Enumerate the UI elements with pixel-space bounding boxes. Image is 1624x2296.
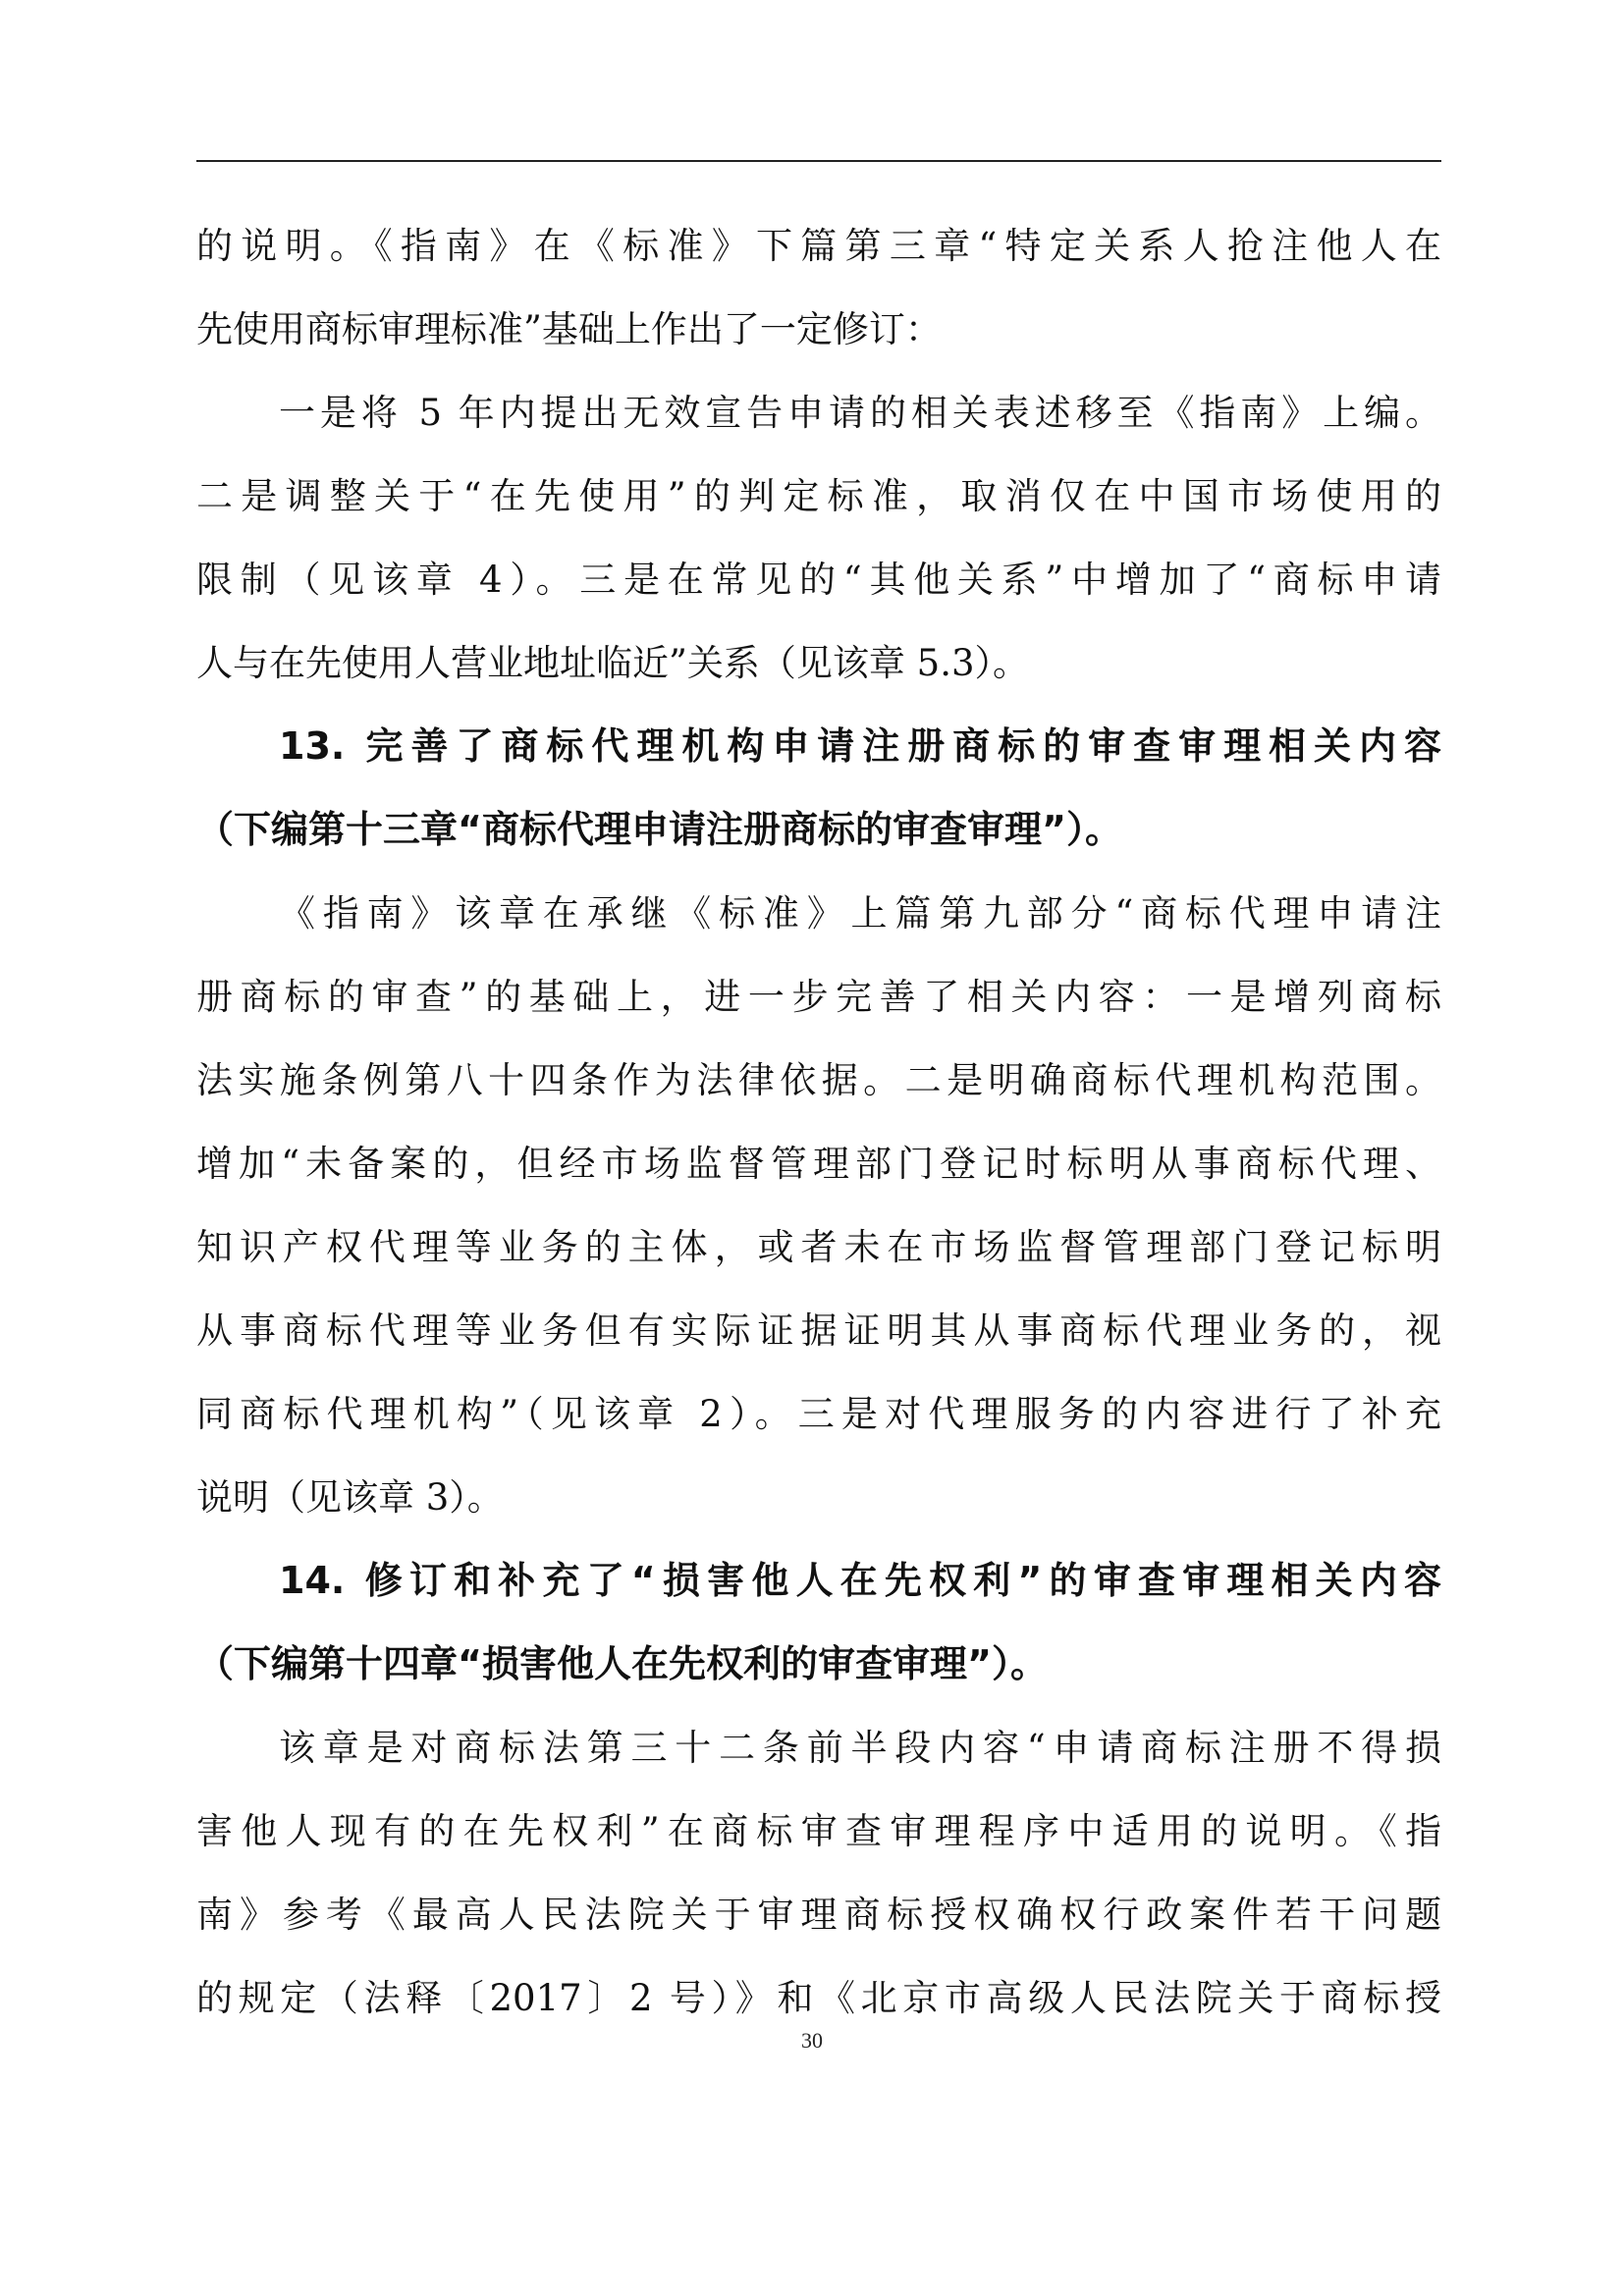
text-line: 二是调整关于“在先使用”的判定标准，取消仅在中国市场使用的 (196, 475, 1441, 517)
text-line: 说明（见该章 3）。 (196, 1476, 504, 1519)
text-line: 限制（见该章 4）。三是在常见的“其他关系”中增加了“商标申请 (196, 559, 1441, 601)
text-line: 增加“未备案的，但经市场监督管理部门登记时标明从事商标代理、 (196, 1143, 1441, 1185)
section-heading: （下编第十四章“损害他人在先权利的审查审理”）。 (196, 1642, 1048, 1685)
text-line: 一是将 5 年内提出无效宣告申请的相关表述移至《指南》上编。 (279, 392, 1441, 434)
header-rule (196, 160, 1441, 162)
body-text (196, 204, 1441, 2040)
section-heading: 13. 完善了商标代理机构申请注册商标的审查审理相关内容 (279, 724, 1441, 768)
text-line: 人与在先使用人营业地址临近”关系（见该章 5.3）。 (196, 642, 1030, 684)
text-line: 册商标的审查”的基础上，进一步完善了相关内容：一是增列商标 (196, 976, 1441, 1018)
text-line: 同商标代理机构”（见该章 2）。三是对代理服务的内容进行了补充 (196, 1393, 1441, 1435)
text-line: 法实施条例第八十四条作为法律依据。二是明确商标代理机构范围。 (196, 1059, 1441, 1101)
text-line: 先使用商标审理标准”基础上作出了一定修订： (196, 308, 942, 350)
text-line: 害他人现有的在先权利”在商标审查审理程序中适用的说明。《指 (196, 1810, 1441, 1852)
text-line: 的说明。《指南》在《标准》下篇第三章“特定关系人抢注他人在 (196, 225, 1441, 267)
text-line: 从事商标代理等业务但有实际证据证明其从事商标代理业务的，视 (196, 1309, 1441, 1352)
text-line: 南》参考《最高人民法院关于审理商标授权确权行政案件若干问题 (196, 1894, 1441, 1936)
page-number: 30 (801, 2028, 823, 2053)
text-line: 的规定（法释〔2017〕2 号）》和《北京市高级人民法院关于商标授 (196, 1977, 1441, 2019)
section-heading: （下编第十三章“商标代理申请注册商标的审查审理”）。 (196, 808, 1122, 851)
text-line: 该章是对商标法第三十二条前半段内容“申请商标注册不得损 (279, 1727, 1441, 1769)
text-line: 《指南》该章在承继《标准》上篇第九部分“商标代理申请注 (279, 892, 1441, 934)
text-line: 知识产权代理等业务的主体，或者未在市场监督管理部门登记标明 (196, 1226, 1441, 1268)
section-heading: 14. 修订和补充了“损害他人在先权利”的审查审理相关内容 (279, 1559, 1441, 1602)
